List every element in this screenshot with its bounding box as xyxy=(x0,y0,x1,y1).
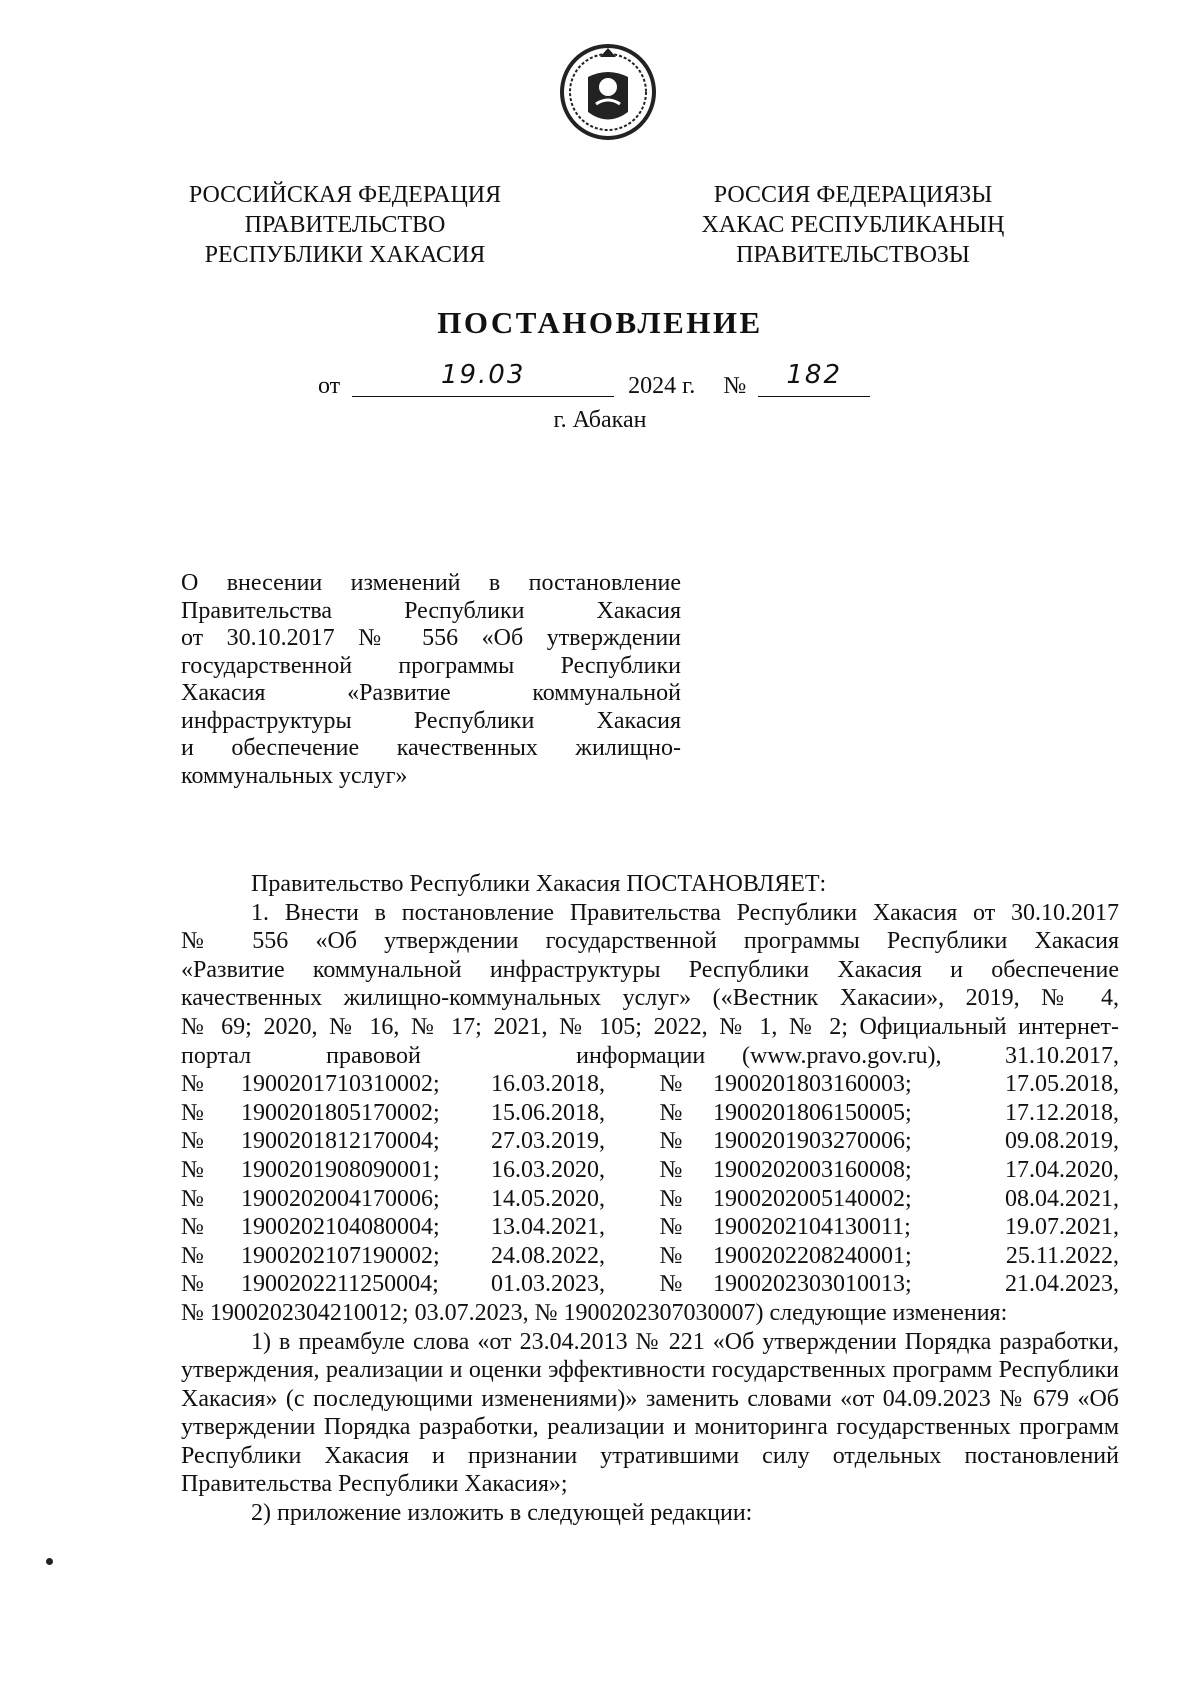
subject-line: инфраструктуры Республики Хакасия xyxy=(181,707,681,734)
registry-cell-num1: 1900201805170002; xyxy=(241,1099,440,1126)
registry-cell-n1: № xyxy=(181,1214,204,1241)
document-title: ПОСТАНОВЛЕНИЕ xyxy=(437,305,763,340)
registry-cell-n1: № xyxy=(181,1071,204,1098)
registry-cell-num2: 1900201903270006; xyxy=(713,1128,912,1155)
registry-cell-n2: № xyxy=(659,1071,683,1098)
registry-cell-num2: 1900202208240001; xyxy=(713,1242,912,1269)
item-1: 1) в преамбуле слова «от 23.04.2013 № 221 «Об утверждении Порядка разработки, утверждения, реализации и оценки эффективности государственных программ Республики Хакасия» (с последующими изменениями)» заменить словами «от 04.09.2023 № 679 «Об утверждении Порядка разработки, реализации и мониторинга государственных программ Республики Хакасия и признании утратившими силу отдельных постановлений Правительства Республики Хакасия»; xyxy=(181,1328,1119,1498)
registry-table xyxy=(181,1042,1119,1071)
registry-cell-n1: № xyxy=(181,1185,204,1212)
para1-line: качественных жилищно-коммунальных услуг» («Вестник Хакасии», 2019, № 4, xyxy=(181,985,1119,1012)
number-field xyxy=(758,360,870,397)
para1-line: 1. Внести в постановление Правительства Республики Хакасия от 30.10.2017 xyxy=(251,899,1119,926)
registry-cell-date2: 09.08.2019, xyxy=(1005,1128,1119,1155)
portal-word: правовой xyxy=(326,1042,421,1069)
preamble: Правительство Республики Хакасия ПОСТАНОВЛЯЕТ: xyxy=(251,871,827,897)
registry-cell-date1: 13.04.2021, xyxy=(491,1214,605,1241)
header-left-line: ПРАВИТЕЛЬСТВО xyxy=(244,212,446,238)
registry-cell-date2: 21.04.2023, xyxy=(1005,1271,1119,1298)
para1-line: № 69; 2020, № 16, № 17; 2021, № 105; 2022, № 1, № 2; Официальный интернет- xyxy=(181,1013,1119,1040)
subject-line: Хакасия «Развитие коммунальной xyxy=(181,680,681,706)
registry-cell-n2: № xyxy=(659,1214,683,1241)
registry-cell-num2: 1900202003160008; xyxy=(713,1156,912,1183)
registry-cell-date2: 17.12.2018, xyxy=(1005,1099,1119,1126)
registry-cell-num2: 1900201803160003; xyxy=(713,1071,912,1098)
registry-cell-num2: 1900202303010013; xyxy=(713,1271,912,1298)
registry-cell-num1: 1900201812170004; xyxy=(241,1128,440,1155)
handwritten-number: 182 xyxy=(786,360,843,390)
document-body xyxy=(181,870,1119,1528)
registry-cell-date2: 19.07.2021, xyxy=(1005,1214,1119,1241)
portal-word: портал xyxy=(181,1042,252,1069)
subject-line: и обеспечение качественных жилищно- xyxy=(181,735,681,761)
registry-cell-date2: 17.05.2018, xyxy=(1005,1071,1119,1098)
registry-row xyxy=(181,1127,1119,1156)
header-left-line: РОССИЙСКАЯ ФЕДЕРАЦИЯ xyxy=(188,182,502,208)
handwritten-date: 19.03 xyxy=(440,360,526,390)
registry-cell-date1: 16.03.2018, xyxy=(491,1071,605,1098)
year-label: 2024 г. xyxy=(628,373,696,399)
subject-line: О внесении изменений в постановление xyxy=(181,570,681,596)
registry-cell-num1: 1900201710310002; xyxy=(241,1071,440,1098)
registry-cell-date1: 27.03.2019, xyxy=(491,1128,605,1155)
header-left-line: РЕСПУБЛИКИ ХАКАСИЯ xyxy=(204,242,486,268)
registry-cell-num1: 1900202211250004; xyxy=(241,1271,439,1298)
date-field xyxy=(352,360,614,397)
registry-cell-n2: № xyxy=(659,1242,683,1269)
registry-row xyxy=(181,1270,1119,1299)
registry-row xyxy=(181,1099,1119,1128)
city-line: г. Абакан xyxy=(553,407,647,433)
registry-cell-date1: 14.05.2020, xyxy=(491,1185,605,1212)
portal-word: информации xyxy=(576,1042,706,1069)
registry-cell-num1: 1900202004170006; xyxy=(241,1185,440,1212)
registry-cell-date1: 24.08.2022, xyxy=(491,1242,605,1269)
item-2: 2) приложение изложить в следующей редакции: xyxy=(251,1500,753,1527)
registry-cell-n1: № xyxy=(181,1099,204,1126)
subject-line: от 30.10.2017 № 556 «Об утверждении xyxy=(181,625,681,651)
subject-line: государственной программы Республики xyxy=(181,652,681,679)
registry-cell-n2: № xyxy=(659,1271,683,1298)
registry-cell-num1: 1900202104080004; xyxy=(241,1214,440,1241)
registry-cell-n2: № xyxy=(659,1156,683,1183)
registry-cell-num2: 1900201806150005; xyxy=(713,1099,912,1126)
date-number-line xyxy=(318,360,870,401)
header-left-russian xyxy=(170,180,520,270)
registry-cell-n2: № xyxy=(659,1099,683,1126)
registry-cell-num1: 1900201908090001; xyxy=(241,1156,440,1183)
portal-word: (www.pravo.gov.ru), xyxy=(742,1042,942,1069)
registry-cell-n2: № xyxy=(659,1128,683,1155)
header-right-line: ПРАВИТЕЛЬСТВОЗЫ xyxy=(736,242,970,268)
margin-dot xyxy=(46,1558,53,1565)
registry-cell-date2: 08.04.2021, xyxy=(1005,1185,1119,1212)
from-label: от xyxy=(318,373,341,399)
registry-rows xyxy=(181,1070,1119,1299)
registry-cell-date1: 15.06.2018, xyxy=(491,1099,605,1126)
coat-of-arms-emblem xyxy=(558,42,658,142)
header-right-line: РОССИЯ ФЕДЕРАЦИЯЗЫ xyxy=(713,182,993,208)
registry-cell-date1: 01.03.2023, xyxy=(491,1271,605,1298)
para1-line: «Развитие коммунальной инфраструктуры Республики Хакасия и обеспечение xyxy=(181,956,1119,983)
registry-cell-n2: № xyxy=(659,1185,683,1212)
registry-cell-date1: 16.03.2020, xyxy=(491,1156,605,1183)
registry-row xyxy=(181,1070,1119,1099)
registry-cell-n1: № xyxy=(181,1128,204,1155)
registry-cell-n1: № xyxy=(181,1156,204,1183)
registry-row xyxy=(181,1242,1119,1271)
registry-cell-n1: № xyxy=(181,1271,204,1298)
number-label: № xyxy=(723,373,747,399)
registry-cell-num1: 1900202107190002; xyxy=(241,1242,440,1269)
subject-line: Правительства Республики Хакасия xyxy=(181,597,681,624)
registry-row xyxy=(181,1213,1119,1242)
registry-row xyxy=(181,1185,1119,1214)
portal-word: 31.10.2017, xyxy=(1005,1042,1119,1069)
registry-cell-num2: 1900202005140002; xyxy=(713,1185,912,1212)
subject-line: коммунальных услуг» xyxy=(181,762,408,789)
registry-cell-date2: 25.11.2022, xyxy=(1005,1242,1119,1269)
para1-line: № 556 «Об утверждении государственной программы Республики Хакасия xyxy=(181,928,1119,955)
portal-row xyxy=(181,1042,1119,1071)
subject-block xyxy=(181,570,681,790)
registry-cell-date2: 17.04.2020, xyxy=(1005,1156,1119,1183)
registry-cell-num2: 1900202104130011; xyxy=(713,1214,911,1241)
registry-tail: № 1900202304210012; 03.07.2023, № 1900202307030007) следующие изменения: xyxy=(181,1299,1008,1326)
header-right-line: ХАКАС РЕСПУБЛИКАНЫҢ xyxy=(701,212,1005,238)
registry-row xyxy=(181,1156,1119,1185)
header-right-khakas xyxy=(678,180,1028,270)
registry-cell-n1: № xyxy=(181,1242,204,1269)
